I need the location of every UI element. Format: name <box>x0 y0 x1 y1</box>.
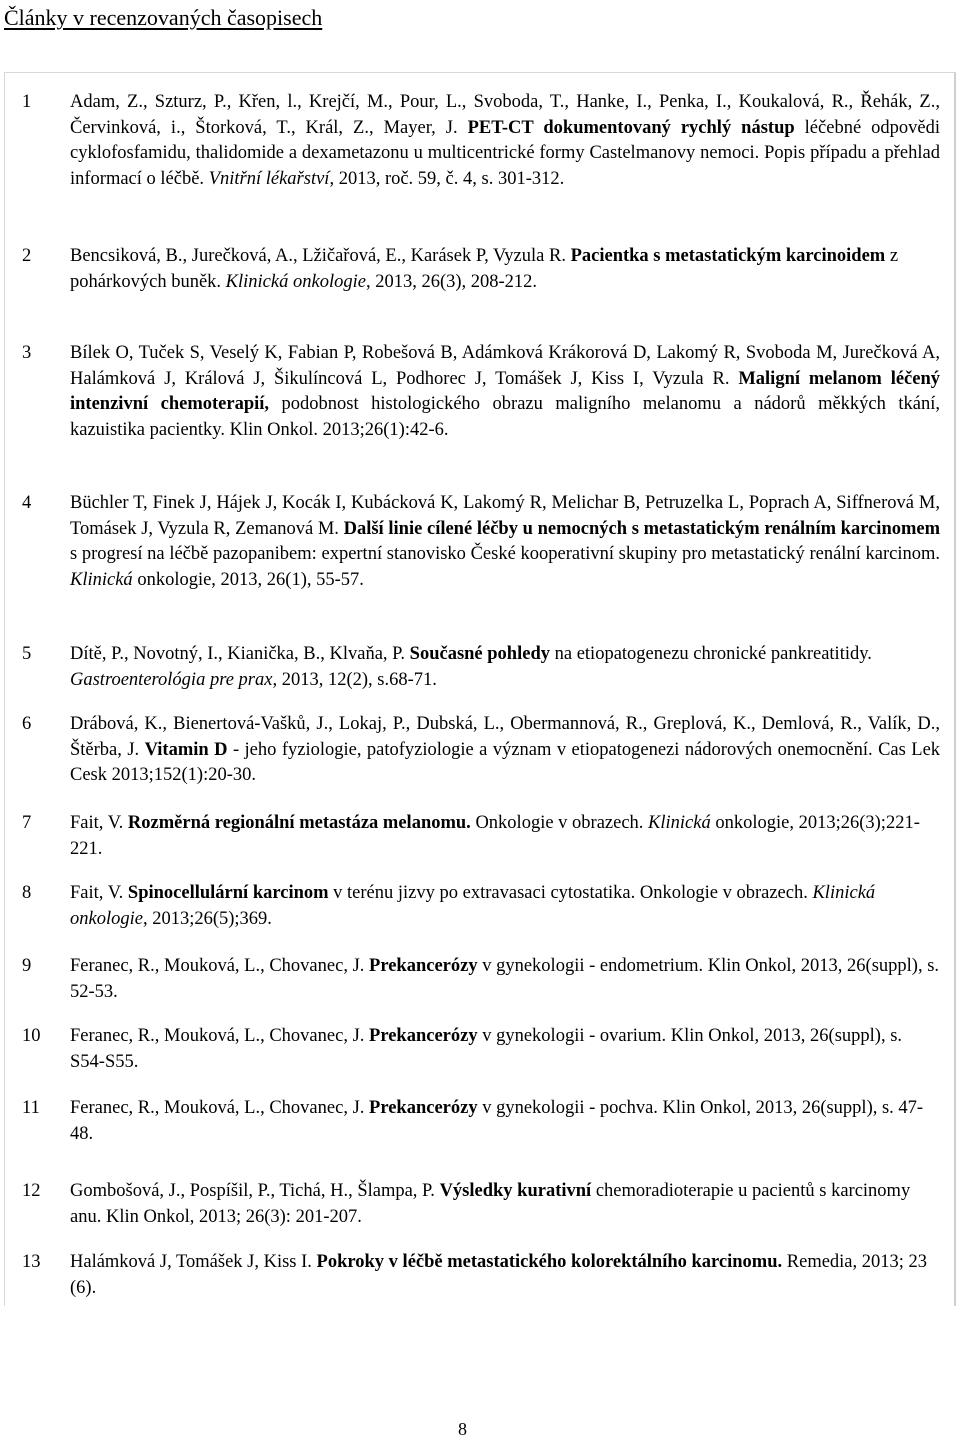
entry-number: 8 <box>22 883 32 903</box>
entry-authors: Feranec, R., Mouková, L., Chovanec, J. <box>70 1026 365 1046</box>
entry-journal: Klinická onkologie <box>225 271 366 292</box>
entry-title-bold: Současné pohledy <box>409 644 550 664</box>
entry-citation <box>70 954 940 1005</box>
entry-citation <box>70 811 940 862</box>
entry-citation <box>70 1096 940 1147</box>
entry-details: onkologie, 2013, 26(1), 55-57. <box>137 569 364 590</box>
entry-title-rest: v gynekologii - ovarium. Klin Onkol, 2013, 26(suppl), s. S54-S55. <box>70 1026 903 1072</box>
entry-number: 2 <box>22 246 32 266</box>
entry-citation <box>70 1024 940 1075</box>
entry-title-bold: Maligní melanom léčený intenzivní chemoterapií, <box>70 368 940 414</box>
entry-title-rest: s progresí na léčbě pazopanibem: expertní stanovisko České kooperativní skupiny pro metastatický renální karcinom. <box>70 544 940 564</box>
entry-number: 9 <box>22 956 32 976</box>
entry-title-rest: v terénu jizvy po extravasaci cytostatika. Onkologie v obrazech. <box>333 883 808 903</box>
entry-number: 3 <box>22 343 32 363</box>
entry-details: , 2013, roč. 59, č. 4, s. 301-312. <box>329 168 565 189</box>
entry-details: , 2013, 26(3), 208-212. <box>365 271 538 292</box>
entry-number: 1 <box>22 92 32 112</box>
entry-title-bold: Prekancerózy <box>369 956 478 976</box>
entry-title-bold: Spinocellulární karcinom <box>127 883 329 903</box>
entry-number: 4 <box>22 493 32 513</box>
entry-authors: Büchler T, Finek J, Hájek J, Kocák I, Kubácková K, Lakomý R, Melichar B, Petruzelka L, Poprach A, Siffnerová M, Tomásek J, Vyzula R, Zemanová M. <box>70 493 940 539</box>
entry-authors: Feranec, R., Mouková, L., Chovanec, J. <box>70 1098 365 1118</box>
entry-title-bold: PET-CT dokumentovaný rychlý nástup <box>467 117 795 138</box>
entry-journal: Klinická <box>70 569 133 590</box>
entry-authors: Bílek O, Tuček S, Veselý K, Fabian P, Robešová B, Adámková Krákorová D, Lakomý R, Svoboda M, Jurečková A, Halámková J, Králová J, Šikulíncová L, Podhorec J, Tomášek J, Kiss I, Vyzula R. <box>70 343 940 389</box>
entry-title-bold: Pacientka s metastatickým karcinoidem <box>570 246 886 266</box>
entry-authors: Fait, V. <box>70 883 124 903</box>
entry-authors: Feranec, R., Mouková, L., Chovanec, J. <box>70 956 365 976</box>
entry-citation <box>70 1250 940 1301</box>
entry-title-rest: v gynekologii - pochva. Klin Onkol, 2013, 26(suppl), s. 47-48. <box>70 1098 924 1144</box>
entry-title-rest: podobnost histologického obrazu maligního melanomu a nádorů měkkých tkání, kazuistika pacientky. Klin Onkol. 2013;26(1):42-6. <box>70 394 940 440</box>
entry-citation <box>70 341 940 443</box>
entry-number: 13 <box>22 1252 41 1272</box>
entry-title-bold: Výsledky kurativní <box>439 1181 592 1201</box>
entry-journal: Klinická <box>648 813 711 833</box>
entry-title-rest: Remedia, 2013; 23 (6). <box>70 1252 928 1298</box>
entry-authors: Bencsiková, B., Jurečková, A., Lžičařová, E., Karásek P, Vyzula R. <box>70 246 566 266</box>
entry-citation <box>70 642 940 693</box>
entry-details: , 2013;26(5);369. <box>142 908 272 929</box>
page-title: Články v recenzovaných časopisech <box>4 5 323 30</box>
entry-authors: Dítě, P., Novotný, I., Kianička, B., Klvaňa, P. <box>70 644 406 664</box>
entry-citation <box>70 1179 940 1230</box>
entry-citation <box>70 90 940 192</box>
entry-title-rest: léčebné odpovědi cyklofosfamidu, thalidomide a dexametazonu u multicentrické formy Castelmanovy nemoci. Popis případu a přehlad informací o léčbě. <box>70 117 940 189</box>
entry-citation <box>70 244 940 295</box>
entry-number: 11 <box>22 1098 40 1118</box>
entry-authors: Drábová, K., Bienertová-Vašků, J., Lokaj, P., Dubská, L., Obermannová, R., Greplová, K., Demlová, R., Valík, D., Štěrba, J. <box>70 714 940 760</box>
entry-authors: Gombošová, J., Pospíšil, P., Tichá, H., Šlampa, P. <box>70 1181 435 1201</box>
entry-journal: Klinická onkologie <box>70 883 876 929</box>
entry-title-bold: Pokroky v léčbě metastatického kolorektálního karcinomu. <box>316 1252 783 1272</box>
entry-journal: Gastroenterológia pre prax <box>70 669 273 690</box>
entry-title-bold: Vitamin D <box>144 739 228 760</box>
entry-title-rest: na etiopatogenezu chronické pankreatitidy. <box>554 644 872 664</box>
entry-journal: Vnitřní lékařství <box>208 168 330 189</box>
entry-citation <box>70 491 940 593</box>
entry-title-bold: Prekancerózy <box>369 1098 478 1118</box>
entry-number: 5 <box>22 644 32 664</box>
page-number: 8 <box>458 1419 467 1439</box>
entry-title-rest: z pohárkových buněk. <box>70 246 899 292</box>
entry-citation <box>70 712 940 789</box>
entry-title-bold: Rozměrná regionální metastáza melanomu. <box>127 813 471 833</box>
entry-title-rest: v gynekologii - endometrium. Klin Onkol, 2013, 26(suppl), s. 52-53. <box>70 956 940 1002</box>
entry-details: onkologie, 2013;26(3);221-221. <box>70 813 920 859</box>
entry-citation <box>70 881 940 932</box>
entry-number: 6 <box>22 714 32 734</box>
entry-title-bold: Další linie cílené léčby u nemocných s metastatickým renálním karcinomem <box>343 518 941 539</box>
entry-details: , 2013, 12(2), s.68-71. <box>272 669 437 690</box>
entry-title-rest: - jeho fyziologie, patofyziologie a význam v etiopatogenezi nádorových onemocnění. Cas Lek Cesk 2013;152(1):20-30. <box>70 739 941 785</box>
entry-authors: Fait, V. <box>70 813 124 833</box>
entry-authors: Halámková J, Tomášek J, Kiss I. <box>70 1252 312 1272</box>
entry-number: 10 <box>22 1026 41 1046</box>
entry-title-rest: chemoradioterapie u pacientů s karcinomy anu. Klin Onkol, 2013; 26(3): 201-207. <box>70 1181 911 1227</box>
entry-number: 7 <box>22 813 32 833</box>
entry-authors: Adam, Z., Szturz, P., Křen, l., Krejčí, M., Pour, L., Svoboda, T., Hanke, I., Penka, I., Koukalová, R., Řehák, Z., Červinková, i., Štorková, T., Král, Z., Mayer, J. <box>70 92 940 138</box>
entry-title-bold: Prekancerózy <box>369 1026 478 1046</box>
entry-number: 12 <box>22 1181 41 1201</box>
entry-title-rest: Onkologie v obrazech. <box>475 813 644 833</box>
